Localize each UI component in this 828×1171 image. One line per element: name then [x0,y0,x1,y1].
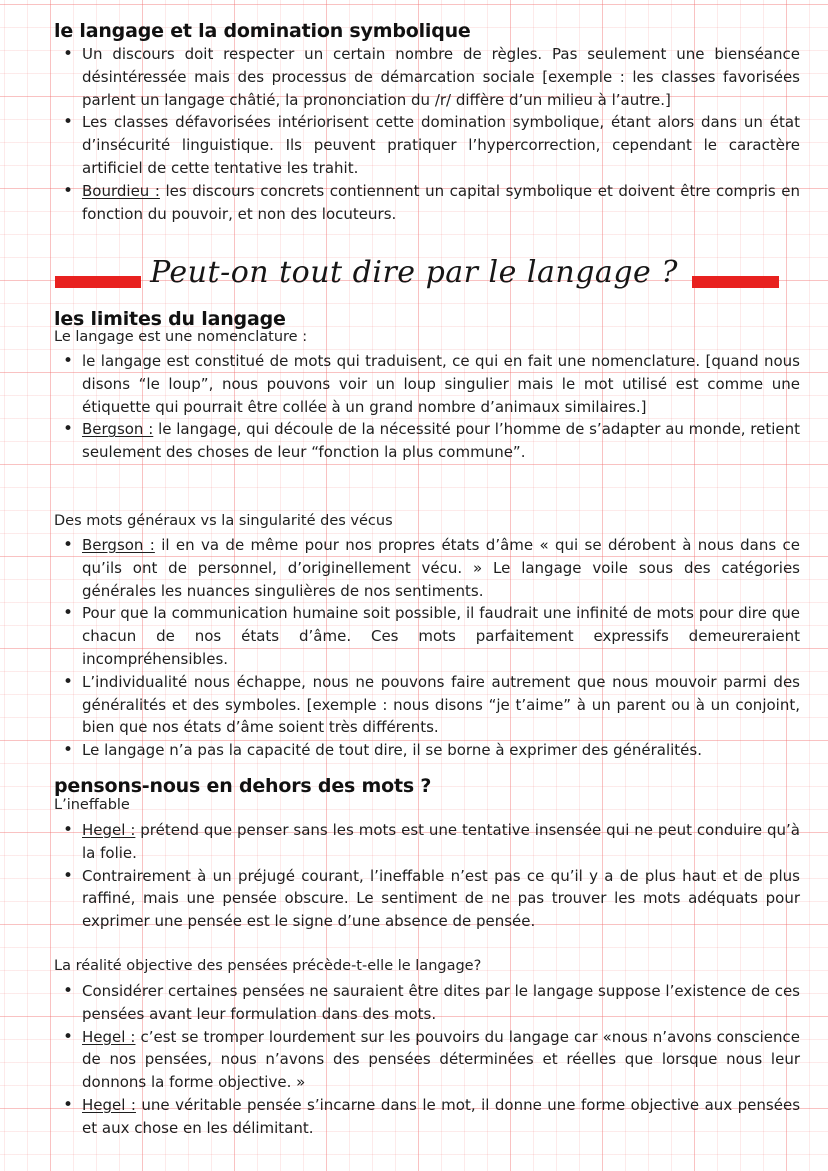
bullet-list-ineffable [54,819,800,933]
subsection-title-nomenclature: Le langage est une nomenclature : [54,329,308,345]
banner-title: Peut-on tout dire par le langage ? [150,255,678,290]
list-item: • L’individualité nous échappe, nous ne pouvons faire autrement que nous mouvoir parmi des généralités et des symboles. [exemple : nous disons “je t’aime” à un parent ou à un conjoint, bien que nos états d’âme soient très différents. [82,671,800,739]
bullet-list-mots-generaux [54,534,800,762]
list-item: • Bergson : il en va de même pour nos propres états d’âme « qui se dérobent à nous dans ce qu’ils ont de personnel, d’originellement vécu. » Le langage voile sous des catégories générales les nuances singulières de nos sentiments. [82,534,800,602]
bullet-list-realite [54,980,800,1140]
list-item: • Bergson : le langage, qui découle de la nécessité pour l’homme de s’adapter au monde, retient seulement des choses de leur “fonction la plus commune”. [82,418,800,464]
list-item: • Contrairement à un préjugé courant, l’ineffable n’est pas ce qu’il y a de plus haut et de plus raffiné, mais une pensée obscure. Le sentiment de ne pas trouver les mots adéquats pour exprimer une pensée est le signe d’une absence de pensée. [82,865,800,933]
bullet-list-domination [54,43,800,225]
list-item: • Hegel : c’est se tromper lourdement sur les pouvoirs du langage car «nous n’avons conscience de nos pensées, nous n’avons des pensées déterminées et réelles que lorsque nous leur donnons la forme objective. » [82,1026,800,1094]
section-title-penser: pensons-nous en dehors des mots ? [54,775,432,797]
list-item: • Un discours doit respecter un certain nombre de règles. Pas seulement une bienséance désintéressée mais des processus de démarcation sociale [exemple : les classes favorisées parlent un langage châtié, la prononciation du /r/ diffère d’un milieu à l’autre.] [82,43,800,111]
bullet-list-nomenclature [54,350,800,464]
subsection-title-mots-generaux: Des mots généraux vs la singularité des vécus [54,513,393,529]
list-item: • le langage est constitué de mots qui traduisent, ce qui en fait une nomenclature. [quand nous disons “le loup”, nous pouvons voir un loup singulier mais le mot utilisé est comme une étiquette qui pourrait être collée à un grand nombre d’animaux similaires.] [82,350,800,418]
list-item: • Hegel : prétend que penser sans les mots est une tentative insensée qui ne peut conduire qu’à la folie. [82,819,800,865]
list-item: • Pour que la communication humaine soit possible, il faudrait une infinité de mots pour dire que chacun de nos états d’âme. Ces mots parfaitement expressifs demeureraient incompréhensibles. [82,602,800,670]
list-item: • Les classes défavorisées intériorisent cette domination symbolique, étant alors dans un état d’insécurité linguistique. Ils peuvent pratiquer l’hypercorrection, cependant le caractère artificiel de cette tentative les trahit. [82,111,800,179]
subsection-title-ineffable: L’ineffable [54,797,130,813]
list-item: • Bourdieu : les discours concrets contiennent un capital symbolique et doivent être compris en fonction du pouvoir, et non des locuteurs. [82,180,800,226]
list-item: • Le langage n’a pas la capacité de tout dire, il se borne à exprimer des généralités. [82,739,800,762]
banner-bar-right [692,276,779,288]
section-title-domination: le langage et la domination symbolique [54,20,471,42]
section-title-limites: les limites du langage [54,308,286,330]
subsection-title-realite: La réalité objective des pensées précède-t-elle le langage? [54,958,482,974]
list-item: • Hegel : une véritable pensée s’incarne dans le mot, il donne une forme objective aux pensées et aux chose en les délimitant. [82,1094,800,1140]
list-item: • Considérer certaines pensées ne sauraient être dites par le langage suppose l’existence de ces pensées avant leur formulation dans des mots. [82,980,800,1026]
